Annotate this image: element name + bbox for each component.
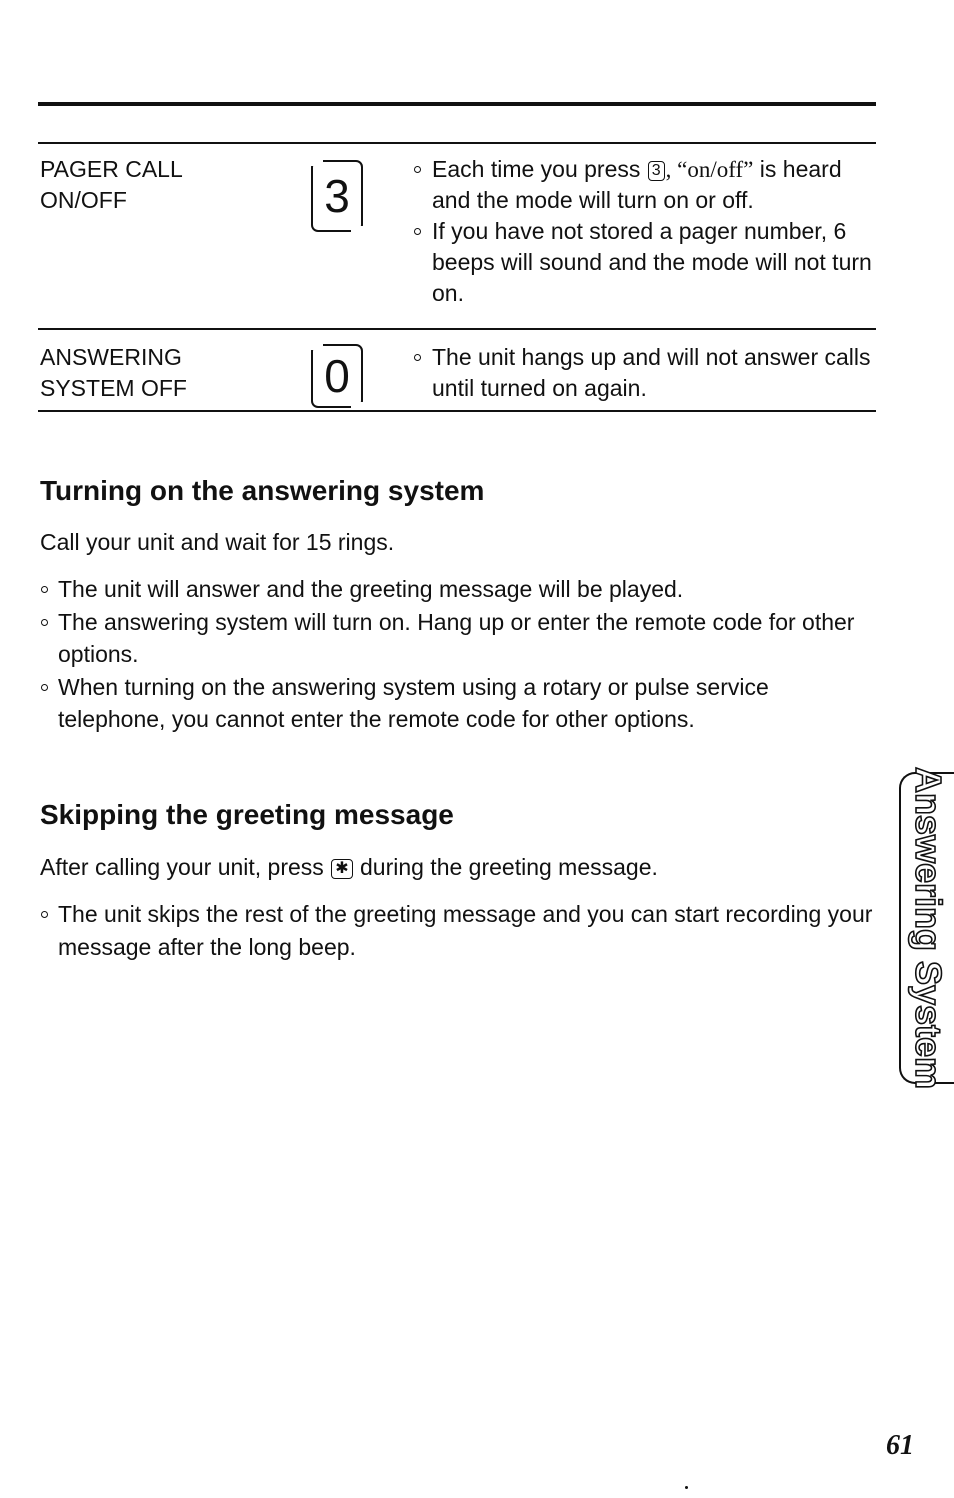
function-label: ANSWERING SYSTEM OFF bbox=[40, 344, 187, 401]
bullet-icon bbox=[41, 619, 48, 626]
star-key-icon: ✱ bbox=[331, 859, 352, 879]
list-item bbox=[40, 606, 880, 671]
top-thick-rule bbox=[38, 102, 876, 106]
list-item bbox=[410, 342, 880, 404]
list-item bbox=[40, 898, 880, 963]
item-text: is heard and the mode will turn on or off. bbox=[432, 156, 842, 213]
table-row-pager-call bbox=[38, 154, 876, 324]
section-intro bbox=[40, 851, 880, 883]
list-item bbox=[410, 154, 880, 216]
page-number: 61 bbox=[886, 1430, 914, 1461]
section-heading: Skipping the greeting message bbox=[40, 799, 454, 830]
bullet-icon bbox=[41, 911, 48, 918]
bullet-list bbox=[40, 898, 880, 963]
bullet-icon bbox=[414, 228, 421, 235]
key-label: 0 bbox=[324, 350, 350, 402]
side-tab-text: Answering System bbox=[908, 766, 949, 1090]
table-top-rule bbox=[38, 142, 876, 144]
section-intro: Call your unit and wait for 15 rings. bbox=[40, 529, 395, 555]
table-row-divider bbox=[38, 328, 876, 330]
item-text: The unit hangs up and will not answer calls until turned on again. bbox=[432, 344, 871, 401]
list-item bbox=[40, 573, 880, 606]
table-row-answering-off bbox=[38, 342, 876, 408]
section-heading: Turning on the answering system bbox=[40, 475, 485, 506]
table-bottom-rule bbox=[38, 410, 876, 412]
bullet-icon bbox=[41, 586, 48, 593]
row-description bbox=[410, 154, 880, 309]
key-label: 3 bbox=[324, 170, 350, 222]
item-text: The unit skips the rest of the greeting message and you can start recording your message after the long beep. bbox=[58, 901, 873, 960]
item-text: Each time you press bbox=[432, 156, 647, 182]
function-label: PAGER CALL ON/OFF bbox=[40, 156, 183, 213]
intro-text: After calling your unit, press bbox=[40, 854, 331, 880]
intro-text: during the greeting message. bbox=[353, 854, 658, 880]
list-item bbox=[40, 671, 880, 736]
item-text: The unit will answer and the greeting message will be played. bbox=[58, 576, 684, 602]
row-description bbox=[410, 342, 880, 404]
stray-mark bbox=[685, 1486, 688, 1489]
item-text: The answering system will turn on. Hang up or enter the remote code for other options. bbox=[58, 608, 855, 667]
key-3-icon bbox=[311, 160, 363, 232]
item-text: , “on/off” bbox=[665, 157, 754, 182]
item-text: If you have not stored a pager number, 6 beeps will sound and the mode will not turn on. bbox=[432, 218, 872, 306]
bullet-icon bbox=[414, 354, 421, 361]
list-item bbox=[410, 216, 880, 309]
bullet-icon bbox=[41, 684, 48, 691]
key-3-icon: 3 bbox=[648, 161, 665, 181]
key-0-icon bbox=[311, 344, 363, 408]
bullet-list bbox=[40, 573, 880, 736]
item-text: When turning on the answering system using a rotary or pulse service telephone, you cannot enter the remote code for other options. bbox=[58, 673, 769, 732]
bullet-icon bbox=[414, 166, 421, 173]
